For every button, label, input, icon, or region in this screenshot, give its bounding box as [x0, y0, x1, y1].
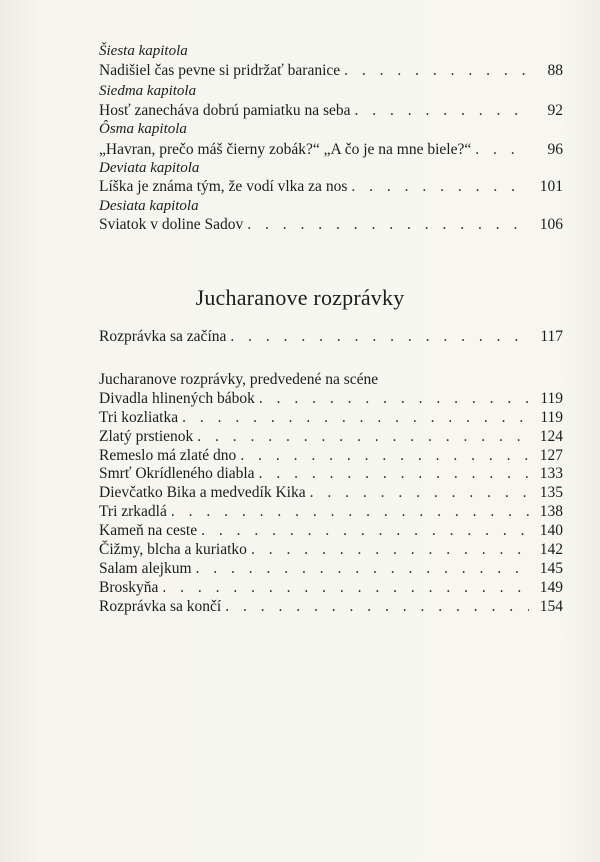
toc-entry-title: Smrť Okrídleného diabla — [99, 465, 255, 482]
toc-entry-page: 96 — [547, 141, 563, 158]
toc-entry-page: 119 — [540, 409, 563, 426]
toc-entry-title: Remeslo má zlaté dno — [99, 447, 237, 464]
toc-entry-page: 117 — [540, 328, 563, 345]
toc-entry-title: Sviatok v doline Sadov — [99, 216, 244, 233]
toc-entry-title: Rozprávka sa končí — [99, 598, 222, 615]
toc-entry-page: 154 — [539, 598, 563, 615]
toc-entry[interactable] — [99, 596, 563, 618]
chapter-label: Ôsma kapitola — [99, 121, 187, 137]
toc-entry-page: 133 — [539, 465, 563, 482]
toc-entry-page: 124 — [539, 428, 563, 445]
toc-entry-title: Kameň na ceste — [99, 522, 198, 539]
subsection-title: Jucharanove rozprávky, predvedené na scéne — [99, 371, 379, 388]
toc-entry-title: Rozprávka sa začína — [99, 328, 227, 345]
toc-entry-page: 142 — [539, 541, 563, 558]
dot-leader — [225, 596, 529, 618]
toc-entry-title: Nadišiel čas pevne si pridržať baranice — [99, 62, 341, 79]
section-heading: Jucharanove rozprávky — [195, 285, 405, 310]
chapter-label: Desiata kapitola — [99, 198, 199, 214]
chapter-label: Siedma kapitola — [99, 83, 197, 99]
toc-entry-title: Broskyňa — [99, 579, 159, 596]
toc-entry-title: Dievčatko Bika a medvedík Kika — [99, 484, 306, 501]
toc-entry-page: 106 — [539, 216, 563, 233]
dot-leader — [230, 326, 529, 348]
toc-entry-page: 149 — [539, 579, 563, 596]
dot-leader — [247, 214, 529, 236]
toc-entry-title: Čižmy, blcha a kuriatko — [99, 541, 247, 558]
chapter-label: Deviata kapitola — [99, 160, 200, 176]
toc-entry-title: Hosť zanecháva dobrú pamiatku na seba — [99, 102, 351, 119]
toc-entry-title: Tri kozliatka — [99, 409, 179, 426]
toc-entry-page: 92 — [547, 102, 563, 119]
toc-entry-title: Divadla hlinených bábok — [99, 390, 255, 407]
toc-entry-page: 127 — [539, 447, 563, 464]
toc-entry[interactable] — [99, 60, 563, 82]
toc-entry-title: Zlatý prstienok — [99, 428, 194, 445]
toc-entry[interactable] — [99, 326, 563, 348]
toc-entry-page: 138 — [539, 503, 563, 520]
toc-entry[interactable] — [99, 214, 563, 236]
toc-entry-page: 140 — [539, 522, 563, 539]
toc-entry-page: 119 — [540, 390, 563, 407]
dot-leader — [344, 60, 529, 82]
toc-entry-page: 145 — [539, 560, 563, 577]
toc-entry-title: „Havran, prečo máš čierny zobák?“ „A čo je na mne biele?“ — [99, 141, 472, 158]
toc-entry-page: 135 — [539, 484, 563, 501]
chapter-label: Šiesta kapitola — [99, 43, 188, 59]
toc-entry-title: Tri zrkadlá — [99, 503, 167, 520]
toc-entry-title: Líška je známa tým, že vodí vlka za nos — [99, 178, 348, 195]
toc-entry-page: 88 — [547, 62, 563, 79]
toc-entry-title: Salam alejkum — [99, 560, 192, 577]
toc-entry-page: 101 — [539, 178, 563, 195]
